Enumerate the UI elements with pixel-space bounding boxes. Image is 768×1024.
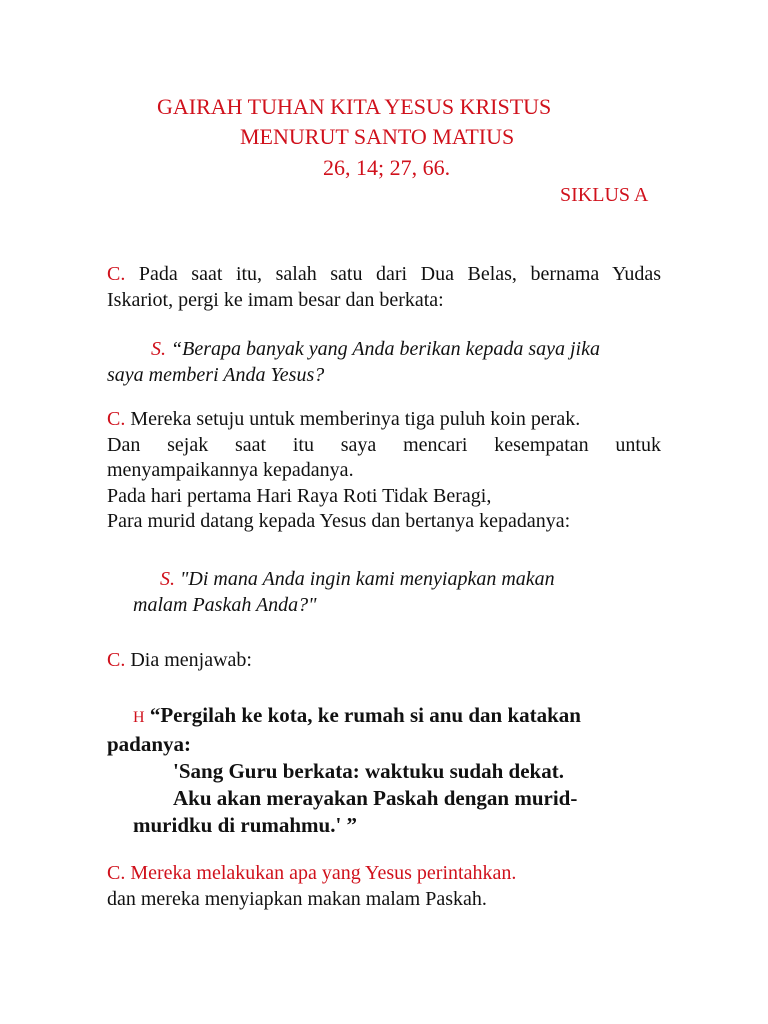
paragraph-line — [107, 648, 661, 674]
paragraph-line: dan mereka menyiapkan makan malam Paskah. — [107, 887, 487, 910]
title-line-2: MENURUT SANTO MATIUS — [240, 124, 515, 149]
paragraph-narrator-1 — [107, 262, 661, 313]
paragraph-speaker-2 — [107, 567, 661, 618]
paragraph-line: 'Sang Guru berkata: waktuku sudah dekat. — [173, 759, 564, 783]
speaker-marker: C. — [107, 263, 126, 285]
speaker-marker: C. — [107, 408, 126, 430]
paragraph-line — [107, 262, 661, 288]
speaker-marker: C. — [107, 649, 126, 671]
paragraph-line — [107, 702, 661, 731]
paragraph-line: Pada hari pertama Hari Raya Roti Tidak Beragi, — [107, 484, 492, 507]
paragraph-narrator-2 — [107, 407, 661, 535]
speaker-marker: S. — [151, 338, 166, 360]
speaker-marker: S. — [160, 568, 175, 590]
paragraph-line: Para murid datang kepada Yesus dan bertanya kepadanya: — [107, 510, 571, 532]
paragraph-line — [107, 567, 661, 593]
paragraph-text: Mereka setuju untuk memberinya tiga puluh koin perak. — [125, 408, 581, 430]
paragraph-text: Pada saat itu, salah satu dari Dua Belas, bernama Yudas — [125, 263, 661, 285]
paragraph-line: C. Mereka melakukan apa yang Yesus perintahkan. — [107, 862, 517, 884]
title-line-1: GAIRAH TUHAN KITA YESUS KRISTUS — [157, 94, 552, 119]
speaker-marker: H — [133, 709, 145, 726]
paragraph-line: Dan sejak saat itu saya mencari kesempatan untuk — [107, 433, 661, 456]
paragraph-line — [107, 337, 661, 363]
paragraph-text: “Pergilah ke kota, ke rumah si anu dan katakan — [144, 703, 581, 727]
paragraph-text: “Berapa banyak yang Anda berikan kepada saya jika — [166, 338, 600, 360]
paragraph-narrator-4 — [107, 861, 661, 912]
paragraph-line: Iskariot, pergi ke imam besar dan berkata: — [107, 288, 444, 311]
paragraph-line: malam Paskah Anda?" — [133, 593, 317, 616]
paragraph-line: Aku akan merayakan Paskah dengan murid- — [173, 786, 578, 810]
paragraph-speaker-1 — [107, 337, 661, 388]
liturgical-cycle: SIKLUS A — [560, 184, 649, 206]
scripture-reference: 26, 14; 27, 66. — [323, 155, 451, 180]
paragraph-line: muridku di rumahmu.' ” — [133, 813, 358, 837]
paragraph-line: padanya: — [107, 732, 192, 756]
paragraph-text: Dia menjawab: — [125, 649, 252, 671]
paragraph-line — [107, 407, 661, 433]
paragraph-line: menyampaikannya kepadanya. — [107, 459, 354, 481]
paragraph-narrator-3 — [107, 648, 661, 674]
paragraph-line: saya memberi Anda Yesus? — [107, 363, 325, 386]
paragraph-jesus — [107, 702, 661, 839]
paragraph-text: "Di mana Anda ingin kami menyiapkan makan — [175, 568, 555, 590]
